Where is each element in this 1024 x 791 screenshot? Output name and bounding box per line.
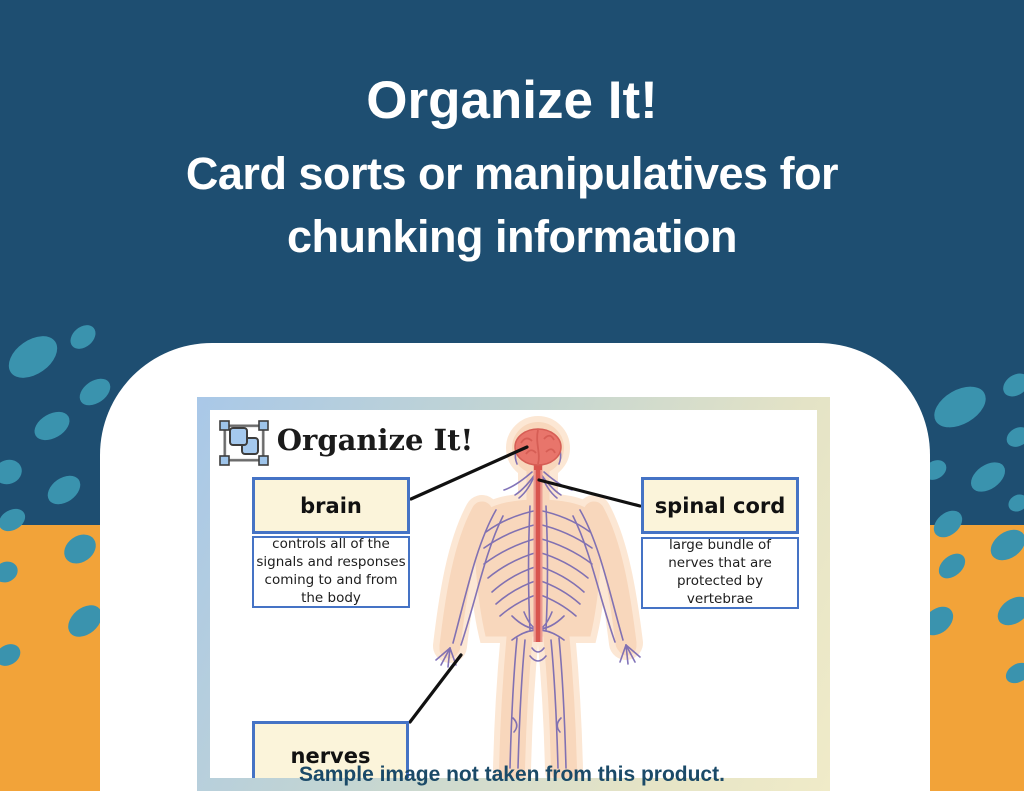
dots-pattern-right [917,369,1024,688]
nerves-card-label: nerves [290,744,371,768]
callout-line-nerves [410,655,461,722]
worksheet-title: Organize It! [276,423,474,457]
brain-card-label: brain [300,493,362,518]
page-subtitle-line2: chunking information [287,211,737,262]
page-subtitle-line1: Card sorts or manipulatives for [185,148,839,199]
page-title: Organize It! [366,71,658,130]
brain-description-text: controls all of the signals and responses coming to and from the body [256,536,406,606]
spinal-cord-card [641,477,799,534]
worksheet-preview [197,397,830,791]
spinal-cord-description-text: large bundle of nerves that are protected by vertebrae [668,537,772,607]
worksheet-page [210,410,817,778]
group-objects-icon [218,419,270,467]
page-subtitle [0,142,1024,268]
sample-disclaimer: Sample image not taken from this product. [299,763,725,786]
brain-card [252,477,410,534]
dots-pattern-left [0,320,115,670]
spinal-cord-description-card [641,537,799,609]
spinal-cord-card-label: spinal cord [654,493,786,518]
brain-description-card [252,536,410,608]
